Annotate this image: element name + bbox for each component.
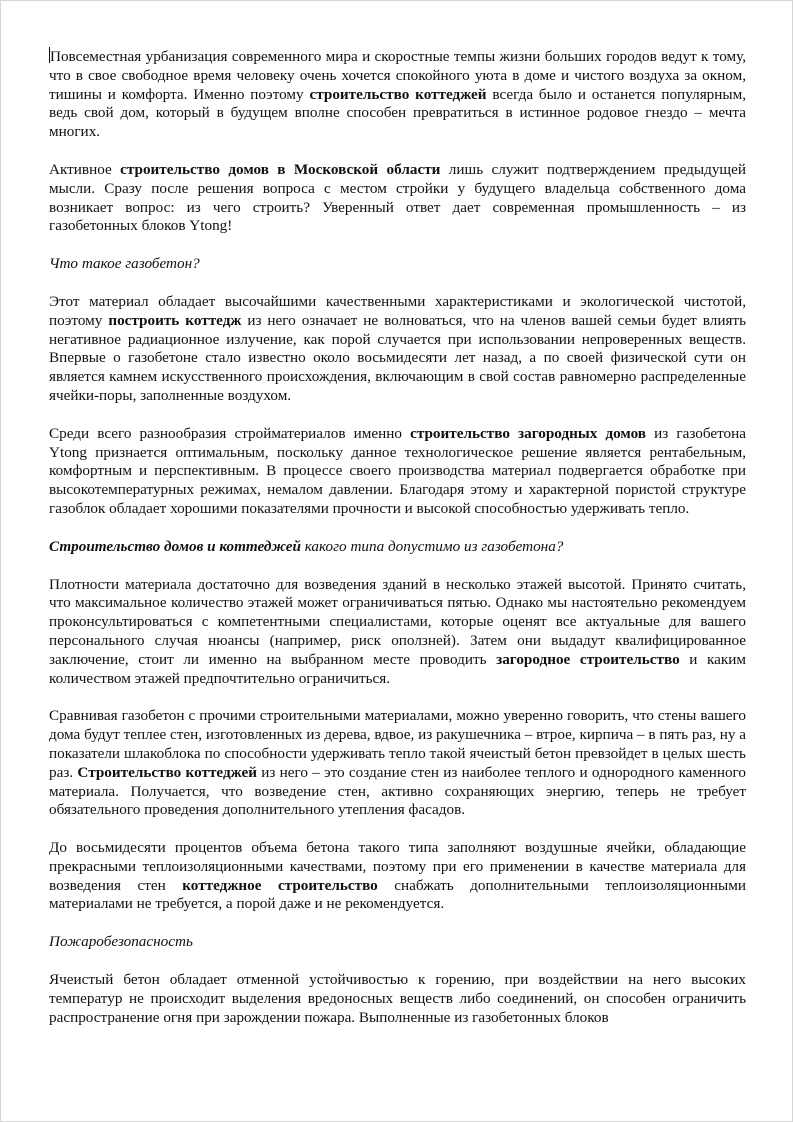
paragraph-7: До восьмидесяти процентов объема бетона такого типа заполняют воздушные ячейки, обладающие прекрасными теплоизоляционными качествами, поэтому при его применении в качестве материала для возведения стен коттеджное строительство снабжать дополнительными теплоизоляционными материалами не требуется, а порой даже и не рекомендуется.: [49, 839, 746, 913]
heading-house-types: Строительство домов и коттеджей какого типа допустимо из газобетона?: [49, 537, 564, 555]
document-body[interactable]: [49, 47, 746, 1027]
paragraph-1: Повсеместная урбанизация современного мира и скоростные темпы жизни больших городов ведут к тому, что в свое свободное время человеку очень хочется спокойного уюта в доме и чистого воздуха за окном, тишины и комфорта. Именно поэтому строительство коттеджей всегда было и останется популярным, ведь свой дом, который в будущем вполне способен превратиться в истинное родовое гнездо – мечта многих.: [49, 48, 747, 141]
paragraph-4: Среди всего разнообразия стройматериалов именно строительство загородных домов из газобетона Ytong признается оптимальным, поскольку данное технологическое решение является рентабельным, комфортным и перспективным. В процессе своего производства материал подвергается обработке при высокотемпературных режимах, немалом давлении. Благодаря этому и характерной пористой структуре газоблок обладает хорошими показателями прочности и высокой способностью удерживать тепло.: [49, 424, 746, 517]
keyword-bold: Строительство коттеджей: [77, 763, 257, 781]
paragraph-8: Ячеистый бетон обладает отменной устойчивостью к горению, при воздействии на него высоких температур не происходит выделения вредоносных веществ либо соединений, он способен ограничить распространение огня при зарождении пожара. Выполненные из газобетонных блоков: [49, 971, 746, 1026]
keyword-bold: строительство домов в Московской области: [120, 160, 441, 178]
keyword-bold: построить коттедж: [108, 311, 242, 329]
heading-what-is-aerated-concrete: Что такое газобетон?: [49, 255, 200, 273]
keyword-bold: строительство коттеджей: [309, 85, 487, 103]
paragraph-5: Плотности материала достаточно для возведения зданий в несколько этажей высотой. Принято считать, что максимальное количество этажей может ограничиваться пятью. Однако мы настоятельно рекомендуем проконсультироваться с компетентными специалистами, которые оценят все актуальные для вашего персонального случая нюансы (например, риск оползней). Затем они выдадут квалифицированное заключение, стоит ли именно на выбранном месте проводить загородное строительство и каким количеством этажей предпочтительно ограничиться.: [49, 575, 746, 687]
paragraph-3: Этот материал обладает высочайшими качественными характеристиками и экологической чистотой, поэтому построить коттедж из него означает не волноваться, что на членов вашей семьи будет влиять негативное радиационное излучение, как порой случается при использовании непроверенных веществ. Впервые о газобетоне стало известно около восьмидесяти лет назад, а по своей физической сути он является камнем искусственного происхождения, включающим в свой состав равномерно распределенные ячейки-поры, заполненные воздухом.: [49, 292, 747, 404]
paragraph-2: Активное строительство домов в Московской области лишь служит подтверждением предыдущей мысли. Сразу после решения вопроса с местом стройки у будущего владельца собственного дома возникает вопрос: из чего строить? Уверенный ответ дает современная промышленность – из газобетонных блоков Ytong!: [49, 160, 746, 235]
keyword-bold: загородное строительство: [496, 650, 680, 668]
keyword-bold: коттеджное строительство: [182, 876, 378, 894]
paragraph-6: Сравнивая газобетон с прочими строительными материалами, можно уверенно говорить, что стены вашего дома будут теплее стен, изготовленных из дерева, вдвое, из ракушечника – втрое, кирпича – в пять раз, ну а показатели шлакоблока по способности удерживать тепло такой ячеистый бетон превзойдет в целых шесть раз. Строительство коттеджей из него – это создание стен из наиболее теплого и однородного каменного материала. Получается, что возведение стен, активно сохраняющих энергию, теперь не требует обязательного проведения дополнительного утепления фасадов.: [49, 707, 747, 819]
keyword-bold: строительство загородных домов: [410, 424, 646, 442]
heading-bold-part: Строительство домов и коттеджей: [49, 537, 301, 555]
heading-fire-safety: Пожаробезопасность: [49, 933, 193, 951]
